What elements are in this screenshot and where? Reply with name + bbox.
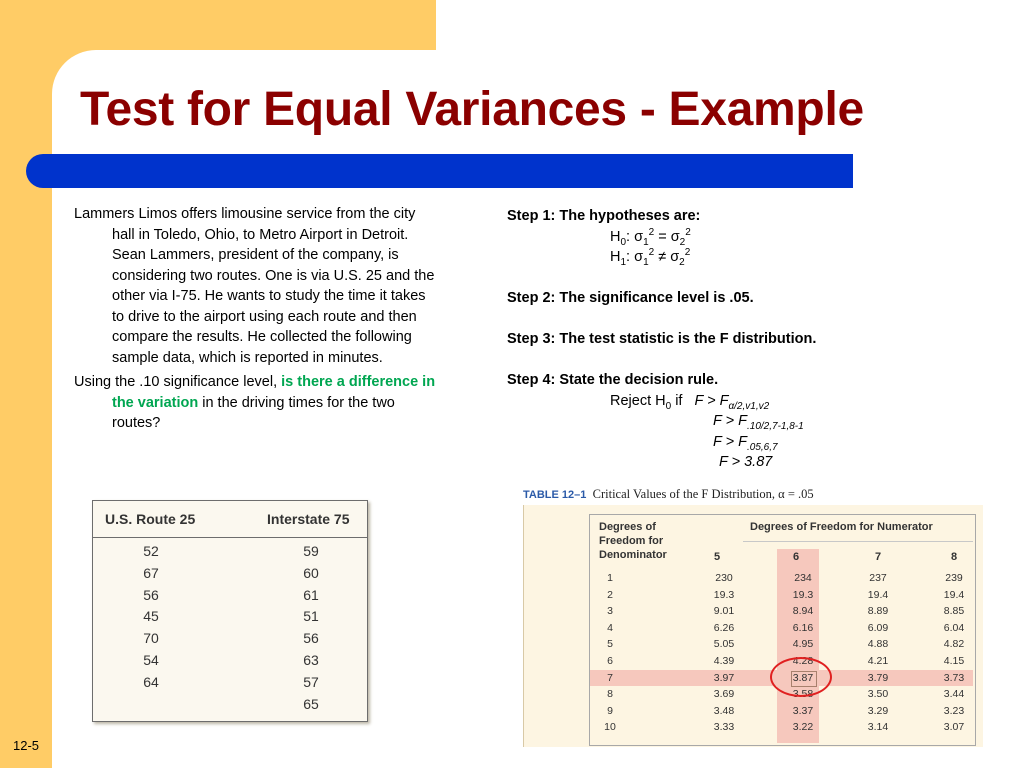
us-route-25-header: U.S. Route 25 — [105, 511, 196, 527]
row-label-4: 4 — [607, 621, 613, 634]
step-4: Step 4: State the decision rule. — [507, 372, 719, 388]
row-label-7: 7 — [607, 671, 613, 684]
question-suffix: in the driving times for the two routes? — [112, 394, 395, 431]
interstate-75-values — [291, 541, 331, 715]
f-table-label: TABLE 12–1 — [523, 489, 587, 501]
row-label-9: 9 — [607, 704, 613, 717]
problem-paragraph-2 — [74, 372, 439, 434]
problem-paragraph-1: Lammers Limos offers limousine service from the city hall in Toledo, Ohio, to Metro Airport in Detroit. Sean Lammers, president of the company, is considering two routes. One is via U.S. 25 and the other via I-75. He wants to study the time it takes to drive to the airport using each route and then compare the results. He collected the following sample data, which is reported in minutes. — [74, 206, 435, 366]
route-value: 63 — [303, 651, 319, 668]
step-3: Step 3: The test statistic is the F distribution. — [507, 331, 817, 347]
table-cell: 19.3 — [792, 588, 814, 601]
table-cell: 3.44 — [943, 688, 965, 701]
table-cell: 6.26 — [713, 621, 735, 634]
table-cell: 3.69 — [713, 688, 735, 701]
table-cell: 9.01 — [713, 605, 735, 618]
route-value: 56 — [303, 630, 319, 647]
table-cell: 3.50 — [867, 688, 889, 701]
route-value: 61 — [303, 586, 319, 603]
table-cell: 4.28 — [792, 655, 814, 667]
decision-rule-4: F > 3.87 — [719, 454, 773, 470]
table-cell: 239 — [945, 572, 963, 584]
alternative-hypothesis: $H_1$: $\sigma_1^2 \ne \sigma_2^2$ — [610, 247, 691, 268]
row-label-10: 10 — [604, 721, 616, 734]
table-cell: 3.87 — [792, 671, 814, 684]
column-header-7: 7 — [874, 551, 882, 563]
route-value: 56 — [143, 586, 159, 603]
table-cell: 8.94 — [792, 605, 814, 618]
solution-steps — [507, 206, 927, 473]
decision-rule-1: Reject $H_0$ if $F > F_{\alpha/2,v1,v2}$ — [610, 392, 770, 412]
route-value: 52 — [143, 543, 159, 559]
problem-statement — [74, 204, 439, 438]
title-underline-bar — [26, 154, 853, 188]
numerator-header: Degrees of Freedom for Numerator — [750, 521, 933, 533]
table-cell: 3.22 — [792, 721, 814, 734]
table-cell: 4.15 — [943, 655, 965, 667]
route-value: 45 — [143, 608, 159, 625]
table-cell: 8.85 — [943, 605, 965, 618]
table-cell: 3.33 — [713, 721, 735, 734]
table-cell: 6.16 — [792, 621, 814, 634]
column-header-6: 6 — [792, 551, 800, 563]
f-distribution-table — [523, 505, 983, 747]
left-frame-bar — [0, 0, 52, 768]
table-cell: 3.37 — [792, 704, 814, 717]
us-route-25-values — [131, 541, 171, 694]
table-cell: 5.05 — [713, 638, 735, 651]
slide-title: Test for Equal Variances - Example — [80, 83, 864, 136]
route-value: 59 — [303, 543, 319, 559]
row-label-2: 2 — [607, 588, 613, 601]
table-cell: 3.79 — [867, 671, 889, 684]
table-cell: 8.89 — [867, 605, 889, 618]
f-table-caption-text: Critical Values of the F Distribution, α = .05 — [592, 487, 814, 501]
route-data-table — [92, 500, 368, 722]
denominator-header: Degrees of Freedom for Denominator — [599, 521, 667, 561]
question-prefix: Using the .10 significance level, — [74, 374, 282, 390]
row-label-3: 3 — [607, 605, 613, 618]
table-cell: 3.29 — [867, 704, 889, 717]
table-cell: 3.73 — [943, 671, 965, 684]
decision-rule-3: $F > F_{.05,6,7}$ — [713, 433, 778, 453]
header-divider — [743, 541, 973, 542]
table-cell: 3.07 — [943, 721, 965, 734]
interstate-75-header: Interstate 75 — [267, 511, 350, 527]
table-cell: 4.39 — [713, 655, 735, 667]
table-cell: 3.48 — [713, 704, 735, 717]
table-cell: 237 — [869, 572, 887, 584]
route-value: 57 — [303, 673, 319, 690]
step-1-label: Step 1: The hypotheses are: — [507, 208, 701, 224]
route-value: 70 — [143, 630, 159, 647]
table-cell: 4.88 — [867, 638, 889, 651]
column-header-8: 8 — [950, 551, 958, 563]
route-value: 51 — [303, 608, 319, 625]
row-label-6: 6 — [607, 655, 613, 667]
route-table-header — [93, 501, 367, 538]
table-cell: 3.97 — [713, 671, 735, 684]
table-cell: 6.04 — [943, 621, 965, 634]
table-cell: 3.23 — [943, 704, 965, 717]
table-cell: 230 — [715, 572, 733, 584]
slide-number: 12-5 — [13, 738, 40, 753]
table-cell: 4.95 — [792, 638, 814, 651]
route-value: 64 — [143, 673, 159, 690]
f-table-caption — [523, 487, 814, 502]
table-cell: 3.14 — [867, 721, 889, 734]
column-header-5: 5 — [713, 551, 721, 563]
question-highlight: is there a difference in the variation — [112, 374, 436, 411]
row-label-8: 8 — [607, 688, 613, 701]
route-value: 65 — [303, 695, 319, 712]
table-cell: 19.4 — [943, 588, 965, 601]
table-cell: 19.3 — [713, 588, 735, 601]
route-value: 67 — [143, 564, 159, 581]
step-2: Step 2: The significance level is .05. — [507, 290, 754, 306]
route-value: 54 — [143, 651, 159, 668]
null-hypothesis: $H_0$: $\sigma_1^2 = \sigma_2^2$ — [610, 226, 691, 248]
decision-rule-2: $F > F_{.10/2,7-1,8-1}$ — [713, 413, 804, 432]
table-cell: 4.21 — [867, 655, 889, 667]
table-cell: 4.82 — [943, 638, 965, 651]
table-cell: 234 — [794, 572, 812, 584]
row-label-1: 1 — [607, 572, 613, 584]
route-value: 60 — [303, 564, 319, 581]
table-cell: 6.09 — [867, 621, 889, 634]
critical-value-circle — [770, 657, 832, 697]
table-cell: 3.58 — [792, 688, 814, 701]
top-frame-bar — [0, 0, 436, 50]
table-cell: 19.4 — [867, 588, 889, 601]
row-label-5: 5 — [607, 638, 613, 651]
